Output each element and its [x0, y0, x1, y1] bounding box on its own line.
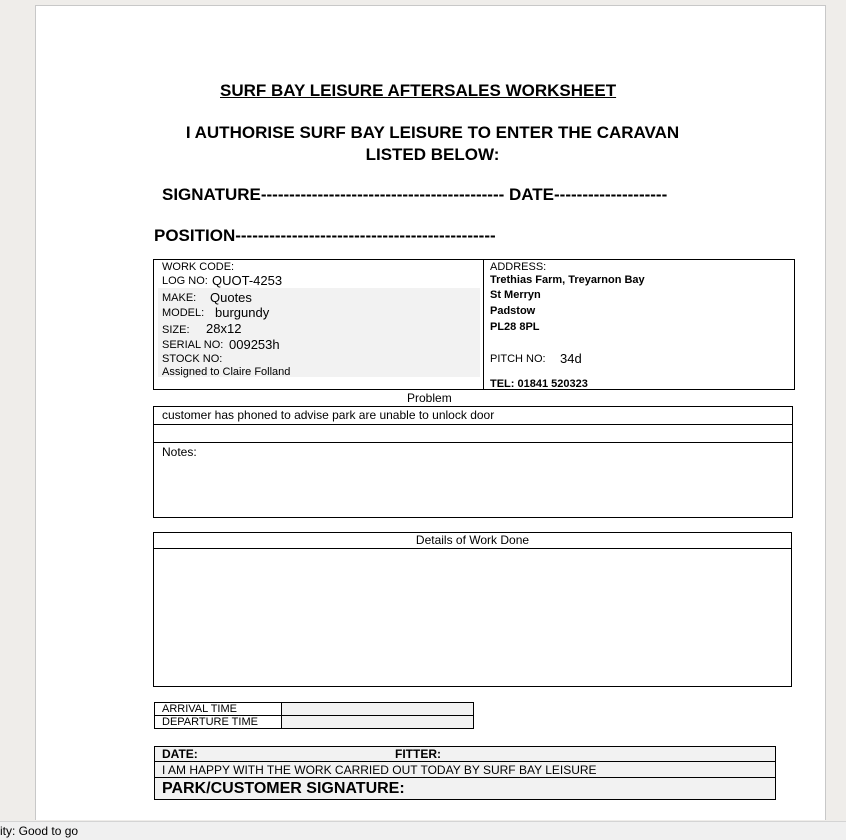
arrival-time-label: ARRIVAL TIME — [155, 703, 282, 716]
address-postcode: PL28 8PL — [490, 321, 540, 333]
model-value: burgundy — [215, 305, 270, 320]
stock-no-label: STOCK NO: — [162, 353, 223, 365]
log-no-value: QUOT-4253 — [212, 273, 283, 288]
status-text: ity: Good to go — [0, 824, 79, 838]
authorisation-statement — [140, 122, 725, 166]
pitch-no-label: PITCH NO: — [490, 353, 546, 365]
fitter-label: FITTER: — [395, 747, 441, 761]
address-line-2: St Merryn — [490, 289, 541, 301]
departure-time-value — [282, 716, 474, 729]
time-table — [154, 702, 474, 729]
customer-signature-label: PARK/CUSTOMER SIGNATURE: — [162, 780, 405, 797]
departure-time-label: DEPARTURE TIME — [155, 716, 282, 729]
problem-divider-2 — [154, 442, 792, 443]
arrival-row — [155, 703, 474, 716]
problem-description: customer has phoned to advise park are unable to unlock door — [162, 408, 495, 422]
size-label: SIZE: — [162, 324, 190, 336]
make-label: MAKE: — [162, 292, 197, 304]
log-no-label: LOG NO: — [162, 275, 208, 287]
problem-box — [153, 406, 793, 518]
work-done-box — [153, 532, 792, 687]
position-line: POSITION---------------------------------------------- — [154, 226, 496, 245]
size-value: 28x12 — [206, 321, 242, 336]
arrival-time-value — [282, 703, 474, 716]
serial-no-value: 009253h — [229, 337, 280, 352]
signature-date-line: SIGNATURE------------------------------------------- DATE-------------------- — [162, 185, 668, 204]
address-line-3: Padstow — [490, 305, 536, 317]
pitch-no-value: 34d — [560, 351, 582, 366]
address-label: ADDRESS: — [490, 261, 547, 273]
work-done-heading: Details of Work Done — [154, 533, 791, 549]
authorisation-line-1: I AUTHORISE SURF BAY LEISURE TO ENTER THE CARAVAN — [185, 123, 680, 142]
caravan-info-box — [153, 259, 795, 390]
serial-no-label: SERIAL NO: — [162, 339, 224, 351]
telephone-number: TEL: 01841 520323 — [490, 378, 588, 390]
date-fitter-row — [155, 747, 775, 762]
address-line-1: Trethias Farm, Treyarnon Bay — [490, 274, 645, 286]
problem-heading: Problem — [407, 391, 452, 405]
happy-statement-row — [155, 762, 775, 778]
authorisation-line-2: LISTED BELOW: — [365, 145, 500, 164]
caravan-details-panel — [154, 260, 484, 389]
problem-divider-1 — [154, 424, 792, 425]
make-value: Quotes — [210, 290, 252, 305]
assigned-to: Assigned to Claire Folland — [162, 366, 291, 378]
worksheet-title: SURF BAY LEISURE AFTERSALES WORKSHEET — [220, 81, 617, 100]
work-code-label: WORK CODE: — [162, 261, 235, 273]
happy-statement: I AM HAPPY WITH THE WORK CARRIED OUT TODAY BY SURF BAY LEISURE — [162, 763, 597, 777]
departure-row — [155, 716, 474, 729]
sign-off-box — [154, 746, 776, 800]
model-label: MODEL: — [162, 307, 205, 319]
status-bar — [0, 821, 846, 840]
notes-label: Notes: — [162, 445, 197, 459]
date-label: DATE: — [162, 747, 198, 761]
